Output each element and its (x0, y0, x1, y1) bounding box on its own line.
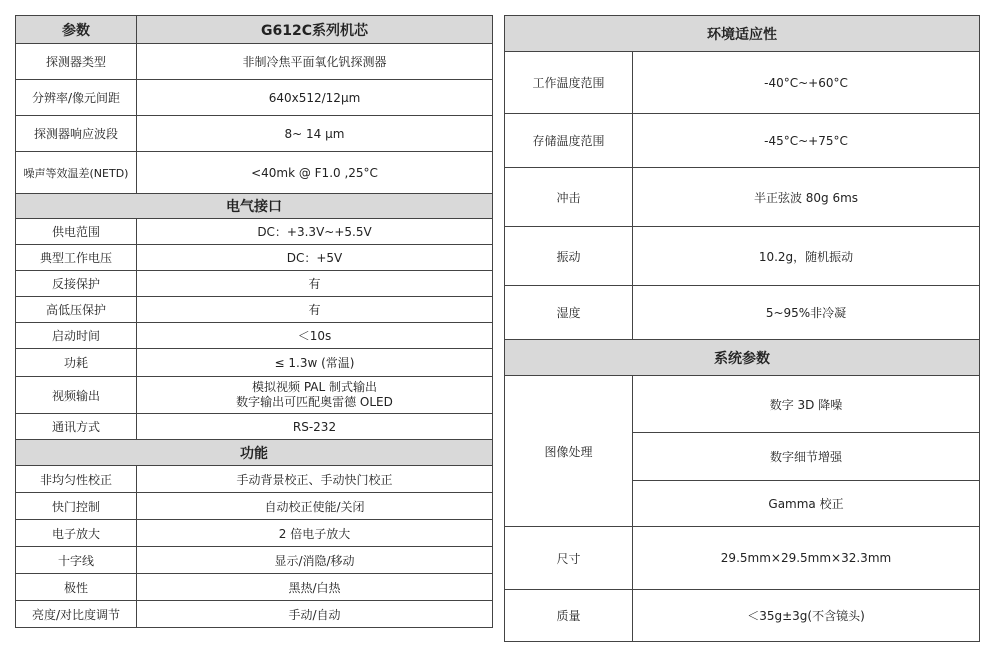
row-value: 有 (137, 297, 493, 323)
row-value: Gamma 校正 (633, 481, 980, 527)
row-label: 反接保护 (16, 271, 137, 297)
row-value: ＜35g±3g(不含镜头) (633, 590, 980, 642)
row-label: 十字线 (16, 547, 137, 574)
row-value: 10.2g，随机振动 (633, 227, 980, 286)
row-value: ≤ 1.3w (常温) (137, 349, 493, 377)
section-system: 系统参数 (505, 340, 980, 376)
row-label: 存储温度范围 (505, 114, 633, 168)
row-label: 冲击 (505, 168, 633, 227)
row-label: 尺寸 (505, 527, 633, 590)
row-label: 亮度/对比度调节 (16, 601, 137, 628)
row-label: 极性 (16, 574, 137, 601)
row-value: ＜10s (137, 323, 493, 349)
row-label: 通讯方式 (16, 414, 137, 440)
row-value: 非制冷焦平面氧化钒探测器 (137, 44, 493, 80)
row-label: 典型工作电压 (16, 245, 137, 271)
row-value: 29.5mm×29.5mm×32.3mm (633, 527, 980, 590)
row-value: <40mk @ F1.0 ,25°C (137, 152, 493, 194)
row-value: 显示/消隐/移动 (137, 547, 493, 574)
section-electrical: 电气接口 (16, 194, 493, 219)
row-value: 8~ 14 μm (137, 116, 493, 152)
row-label: 噪声等效温差(NETD) (16, 152, 137, 194)
section-environment: 环境适应性 (505, 16, 980, 52)
row-label: 供电范围 (16, 219, 137, 245)
row-label: 视频输出 (16, 377, 137, 414)
row-label: 高低压保护 (16, 297, 137, 323)
row-value: 半正弦波 80g 6ms (633, 168, 980, 227)
row-label: 质量 (505, 590, 633, 642)
row-label: 非均匀性校正 (16, 466, 137, 493)
row-label: 探测器类型 (16, 44, 137, 80)
row-label: 快门控制 (16, 493, 137, 520)
row-label: 功耗 (16, 349, 137, 377)
row-value: 自动校正使能/关闭 (137, 493, 493, 520)
spec-table-right (504, 15, 980, 642)
row-value: 黑热/白热 (137, 574, 493, 601)
spec-table-left (15, 15, 493, 628)
row-label: 分辨率/像元间距 (16, 80, 137, 116)
row-value: -40°C~+60°C (633, 52, 980, 114)
row-label: 振动 (505, 227, 633, 286)
row-label: 启动时间 (16, 323, 137, 349)
row-value: DC：+5V (137, 245, 493, 271)
row-value: -45°C~+75°C (633, 114, 980, 168)
header-param: 参数 (16, 16, 137, 44)
section-function: 功能 (16, 440, 493, 466)
video-output-value (137, 377, 493, 414)
row-label: 工作温度范围 (505, 52, 633, 114)
row-label: 湿度 (505, 286, 633, 340)
row-value: 5~95%非冷凝 (633, 286, 980, 340)
video-digital: 数字输出可匹配奥雷德 OLED (236, 395, 393, 409)
row-label: 图像处理 (505, 376, 633, 527)
row-value: 手动背景校正、手动快门校正 (137, 466, 493, 493)
row-value: RS-232 (137, 414, 493, 440)
row-label: 探测器响应波段 (16, 116, 137, 152)
row-label: 电子放大 (16, 520, 137, 547)
row-value: 数字 3D 降噪 (633, 376, 980, 433)
video-analog: 模拟视频 PAL 制式输出 (252, 380, 377, 394)
header-model: G612C系列机芯 (137, 16, 493, 44)
row-value: 640x512/12μm (137, 80, 493, 116)
row-value: 有 (137, 271, 493, 297)
row-value: 手动/自动 (137, 601, 493, 628)
row-value: 2 倍电子放大 (137, 520, 493, 547)
row-value: 数字细节增强 (633, 433, 980, 481)
row-value: DC：+3.3V~+5.5V (137, 219, 493, 245)
